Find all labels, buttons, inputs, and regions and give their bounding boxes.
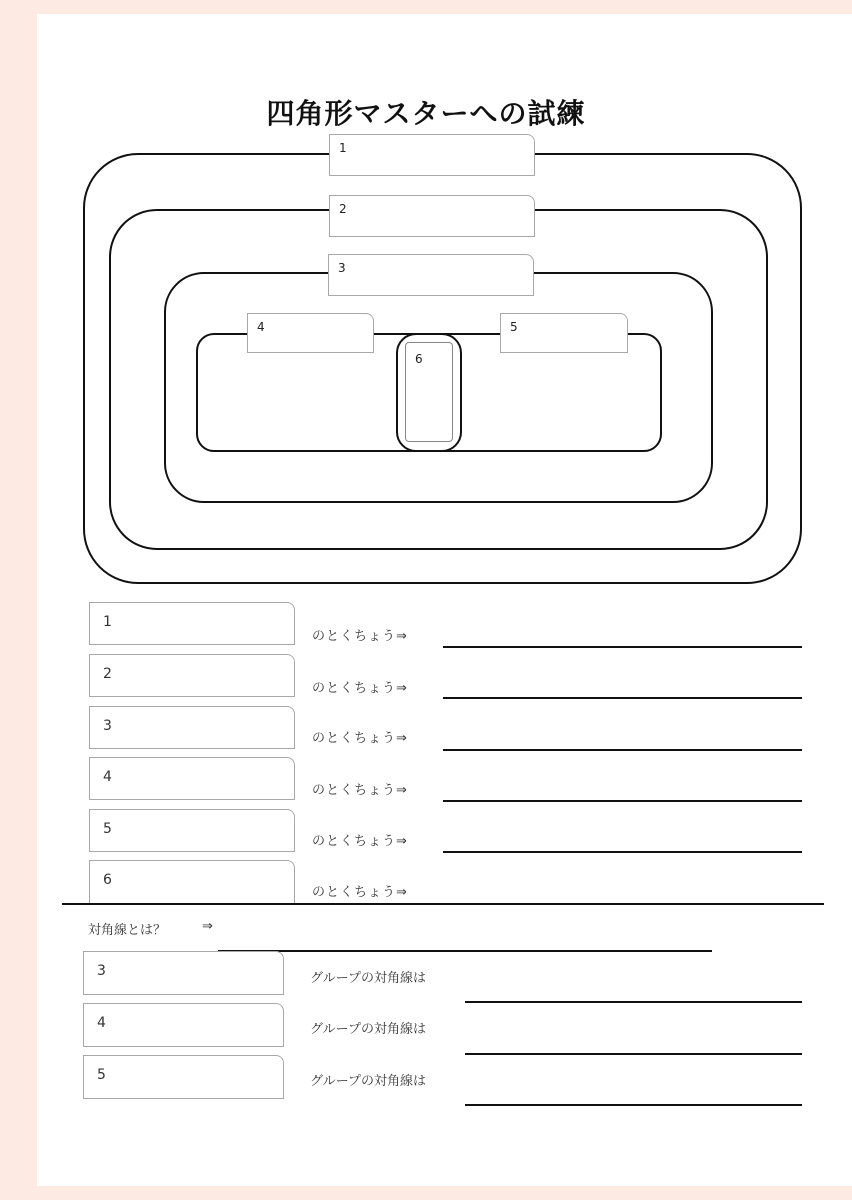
feature-answer-line-1[interactable] xyxy=(443,646,802,648)
feature-box-4[interactable]: 4 xyxy=(89,757,295,800)
diagonal-answer-line-5[interactable] xyxy=(465,1104,802,1106)
diagonal-box-3[interactable]: 3 xyxy=(83,951,284,995)
feature-text-6: のとくちょう⇒ xyxy=(312,885,408,900)
feature-text-2: のとくちょう⇒ xyxy=(312,681,408,696)
feature-box-2[interactable]: 2 xyxy=(89,654,295,697)
diagonal-definition-line[interactable] xyxy=(218,950,712,952)
feature-box-1[interactable]: 1 xyxy=(89,602,295,645)
feature-box-6[interactable]: 6 xyxy=(89,860,295,903)
feature-text-1: のとくちょう⇒ xyxy=(312,629,408,644)
diagonal-text-5: グループの対角線は xyxy=(310,1074,426,1089)
diagonal-box-4[interactable]: 4 xyxy=(83,1003,284,1047)
diagonal-box-5[interactable]: 5 xyxy=(83,1055,284,1099)
diagram-label-6[interactable]: 6 xyxy=(415,352,423,366)
diagram-label-2[interactable]: 2 xyxy=(329,195,535,237)
diagram-label-1[interactable]: 1 xyxy=(329,134,535,176)
feature-box-5[interactable]: 5 xyxy=(89,809,295,852)
feature-answer-line-3[interactable] xyxy=(443,749,802,751)
feature-text-4: のとくちょう⇒ xyxy=(312,783,408,798)
diagram-label-5[interactable]: 5 xyxy=(500,313,628,353)
diagonal-question: 対角線とは？ xyxy=(88,923,167,938)
diagram-label-4[interactable]: 4 xyxy=(247,313,374,353)
arrow-icon: ⇒ xyxy=(202,919,213,934)
section-divider xyxy=(62,903,824,905)
feature-text-5: のとくちょう⇒ xyxy=(312,834,408,849)
feature-answer-line-2[interactable] xyxy=(443,697,802,699)
feature-answer-line-5[interactable] xyxy=(443,851,802,853)
diagonal-text-4: グループの対角線は xyxy=(310,1022,426,1037)
page-title: 四角形マスターへの試練 xyxy=(266,97,586,130)
diagram-label-3[interactable]: 3 xyxy=(328,254,534,296)
feature-text-3: のとくちょう⇒ xyxy=(312,731,408,746)
diagonal-answer-line-3[interactable] xyxy=(465,1001,802,1003)
diagonal-answer-line-4[interactable] xyxy=(465,1053,802,1055)
feature-answer-line-4[interactable] xyxy=(443,800,802,802)
feature-box-3[interactable]: 3 xyxy=(89,706,295,749)
diagonal-text-3: グループの対角線は xyxy=(310,971,426,986)
